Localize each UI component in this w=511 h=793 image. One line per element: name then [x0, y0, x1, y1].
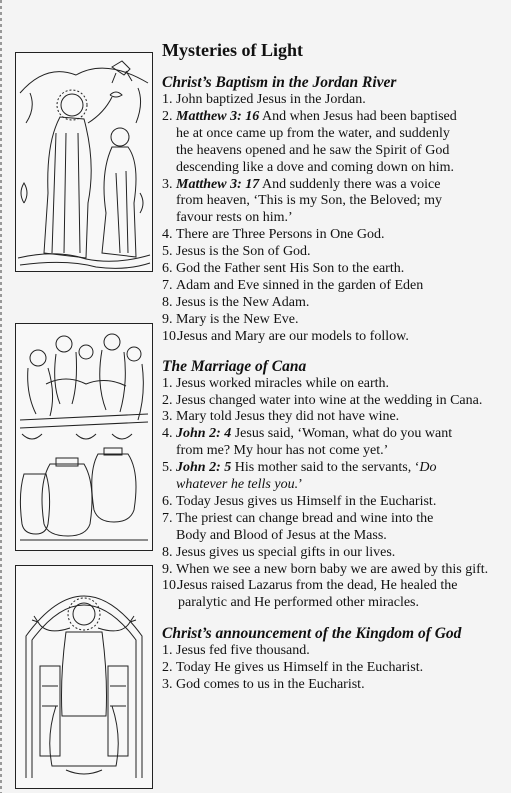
- item-number: 8.: [162, 294, 173, 310]
- item-text: And suddenly there was a voice: [259, 176, 441, 192]
- list-item: [162, 244, 507, 261]
- page-title: Mysteries of Light: [162, 40, 303, 60]
- item-number: 4.: [162, 426, 173, 442]
- item-number: 9.: [162, 561, 173, 577]
- item-number: 1.: [162, 375, 173, 391]
- item-text: Do: [419, 460, 437, 476]
- item-text-continued: whatever he tells you.: [176, 477, 299, 493]
- item-number: 9.: [162, 311, 173, 327]
- baptism-illustration: [15, 52, 153, 272]
- item-text: John baptized Jesus in the Jordan.: [176, 92, 366, 107]
- item-number: 6.: [162, 261, 173, 277]
- list-item: [162, 109, 507, 177]
- list-item: [162, 393, 507, 410]
- item-number: 7.: [162, 510, 173, 526]
- numbered-list: [162, 92, 507, 346]
- page-binding-edge: [0, 0, 2, 793]
- list-item: [162, 92, 507, 109]
- list-item: [162, 312, 507, 329]
- item-number: 2.: [162, 660, 173, 676]
- scripture-reference: Matthew 3: 16: [176, 108, 260, 124]
- numbered-list: [162, 376, 507, 613]
- item-text: God comes to us in the Eucharist.: [176, 677, 365, 693]
- item-text: Jesus and Mary are our models to follow.: [178, 328, 409, 344]
- list-item: [162, 227, 507, 244]
- item-text: When we see a new born baby we are awed by this gift.: [176, 561, 489, 577]
- item-number: 6.: [162, 493, 173, 509]
- item-number: 1.: [162, 92, 173, 107]
- list-item: [162, 494, 507, 511]
- list-item: [162, 261, 507, 278]
- list-item: [162, 643, 507, 660]
- item-text: And when Jesus had been baptised: [259, 108, 457, 124]
- item-number: 3.: [162, 176, 173, 192]
- item-text: Today He gives us Himself in the Eucharist.: [176, 660, 424, 676]
- list-item: [162, 426, 507, 460]
- scripture-reference: John 2: 5: [176, 460, 232, 476]
- item-number: 1.: [162, 643, 173, 659]
- sections-container: [162, 74, 507, 694]
- list-item: [162, 578, 507, 612]
- item-number: 2.: [162, 392, 173, 408]
- item-text-continued: descending like a dove and coming down on him.: [176, 159, 454, 175]
- item-number: 5.: [162, 460, 173, 476]
- scripture-reference: Matthew 3: 17: [176, 176, 260, 192]
- item-text-tail: ’: [298, 477, 303, 493]
- item-text: Jesus is the Son of God.: [176, 244, 311, 260]
- item-text: There are Three Persons in One God.: [176, 227, 385, 243]
- item-number: 7.: [162, 277, 173, 293]
- item-text-continued: Body and Blood of Jesus at the Mass.: [176, 527, 387, 543]
- item-text: God the Father sent His Son to the earth.: [176, 261, 405, 277]
- item-text: Mary is the New Eve.: [176, 311, 299, 327]
- item-text: Adam and Eve sinned in the garden of Eden: [176, 277, 424, 293]
- item-number: 3.: [162, 409, 173, 425]
- list-item: [162, 376, 507, 393]
- list-item: [162, 295, 507, 312]
- item-text-continued: paralytic and He performed other miracles.: [178, 595, 420, 611]
- list-item: [162, 329, 507, 346]
- item-number: 5.: [162, 244, 173, 260]
- scripture-reference: John 2: 4: [176, 426, 232, 442]
- item-text: Today Jesus gives us Himself in the Eucharist.: [176, 493, 437, 509]
- list-item: [162, 511, 507, 545]
- item-number: 10.: [162, 578, 180, 594]
- list-item: [162, 562, 507, 579]
- list-item: [162, 545, 507, 562]
- mysteries-text: [162, 40, 507, 694]
- section-2: [162, 358, 507, 613]
- list-item: [162, 677, 507, 694]
- item-text: His mother said to the servants, ‘: [231, 460, 420, 476]
- list-item: [162, 660, 507, 677]
- section-title: Christ’s announcement of the Kingdom of God: [162, 625, 462, 643]
- item-text: Jesus said, ‘Woman, what do you want: [231, 426, 453, 442]
- item-text: Jesus is the New Adam.: [176, 294, 310, 310]
- item-number: 10.: [162, 328, 180, 344]
- item-text: Jesus gives us special gifts in our lives.: [176, 544, 396, 560]
- section-1: [162, 74, 507, 346]
- item-text-continued: from heaven, ‘This is my Son, the Beloved; my: [176, 193, 442, 209]
- item-text-continued: he at once came up from the water, and suddenly: [176, 125, 450, 141]
- item-text: Mary told Jesus they did not have wine.: [176, 409, 400, 425]
- section-title: Christ’s Baptism in the Jordan River: [162, 74, 397, 91]
- section-3: [162, 625, 507, 694]
- list-item: [162, 409, 507, 426]
- item-text: Jesus worked miracles while on earth.: [176, 375, 390, 391]
- section-title: The Marriage of Cana: [162, 357, 307, 375]
- item-text: Jesus fed five thousand.: [176, 643, 310, 659]
- numbered-list: [162, 643, 507, 694]
- item-text-continued: favour rests on him.’: [176, 210, 293, 226]
- list-item: [162, 177, 507, 228]
- item-text-continued: the heavens opened and he saw the Spirit of God: [176, 142, 450, 158]
- list-item: [162, 278, 507, 295]
- list-item: [162, 460, 507, 494]
- item-text: Jesus raised Lazarus from the dead, He healed the: [178, 578, 458, 594]
- item-number: 8.: [162, 544, 173, 560]
- item-text-continued: from me? My hour has not come yet.’: [176, 443, 389, 459]
- item-number: 3.: [162, 677, 173, 693]
- item-text: The priest can change bread and wine into the: [176, 510, 434, 526]
- cana-wedding-illustration: [15, 323, 153, 551]
- item-text: Jesus changed water into wine at the wedding in Cana.: [176, 392, 483, 408]
- item-number: 4.: [162, 227, 173, 243]
- item-number: 2.: [162, 108, 173, 124]
- christ-enthroned-illustration: [15, 565, 153, 789]
